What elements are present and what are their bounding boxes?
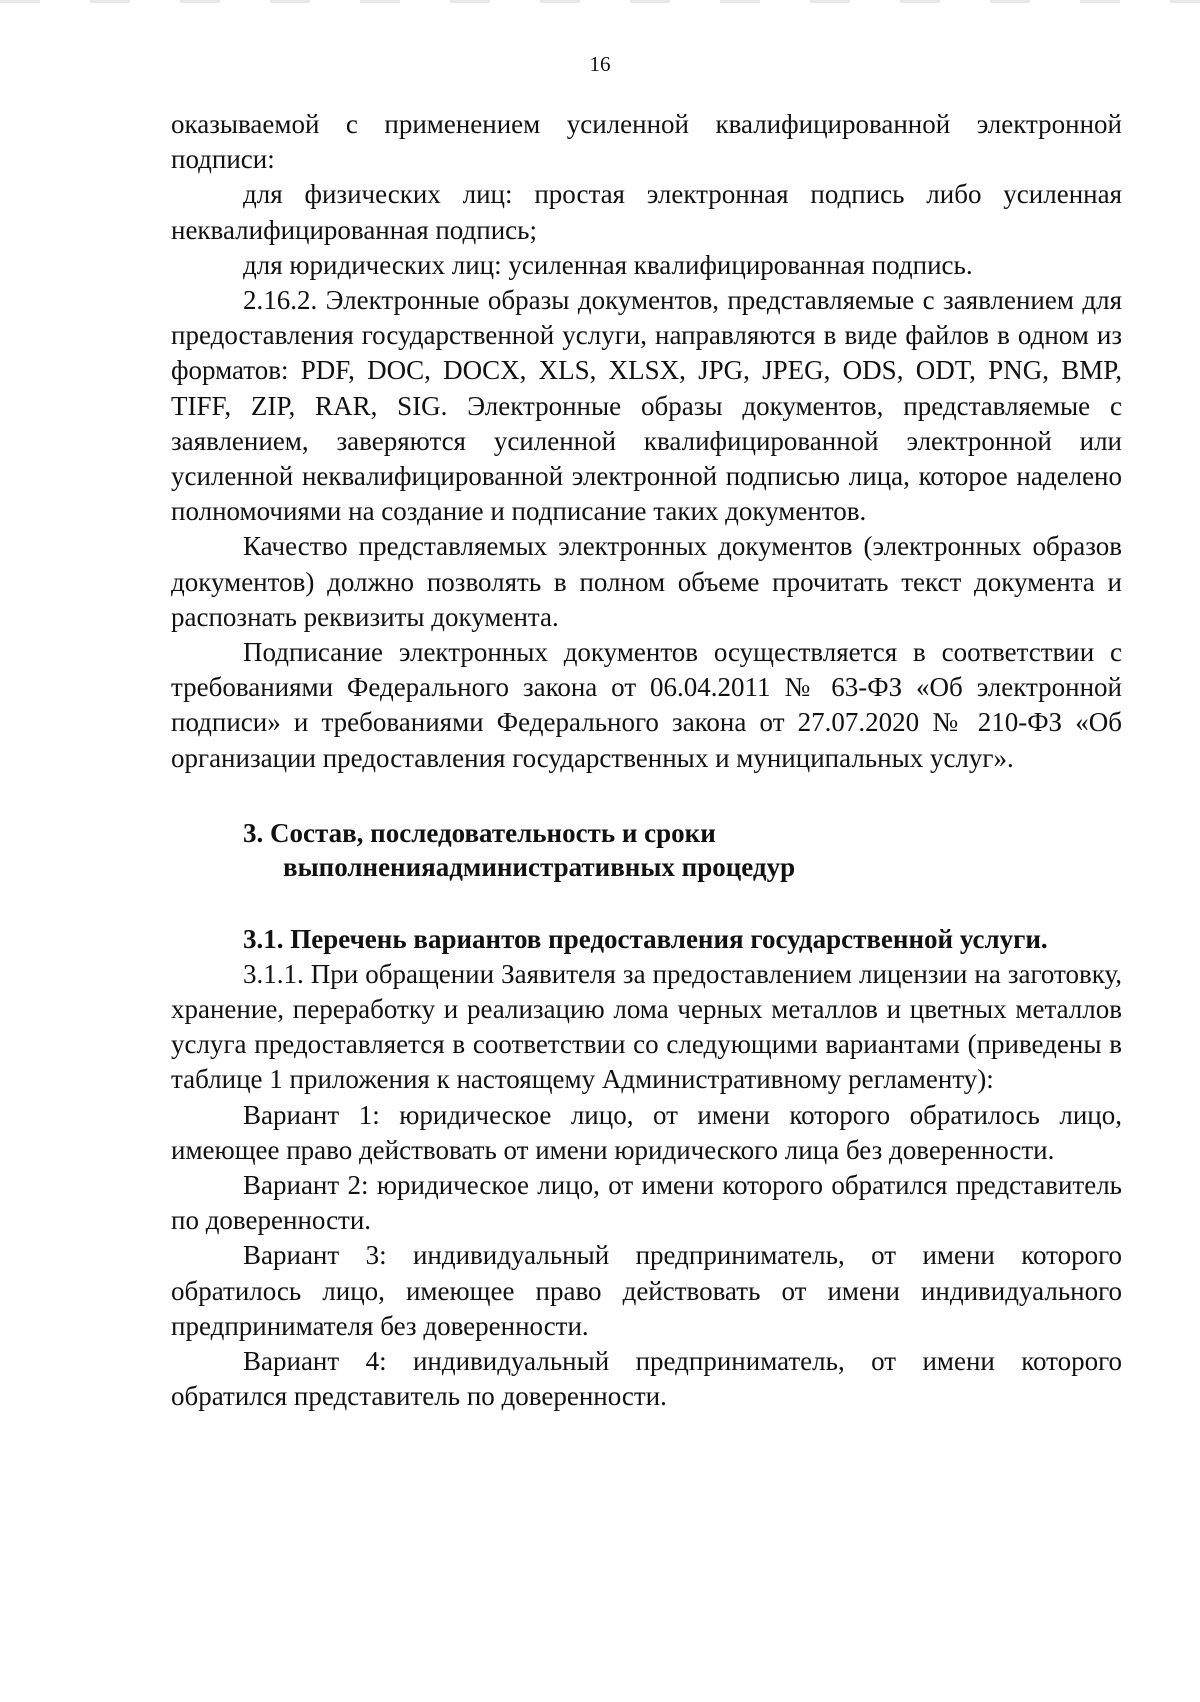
section-3-heading-line2: выполненияадминистративных процедур [283, 851, 796, 882]
section-3-1-heading: 3.1. Перечень вариантов предоставления государственной услуги. [243, 923, 1048, 954]
variant-3-paragraph: Вариант 3: индивидуальный предприниматель, от имени которого обратилось лицо, имеющее право действовать от имени индивидуального предпринимателя без доверенности. [171, 1240, 1122, 1341]
section-3-heading-line1: 3. Состав, последовательность и сроки [243, 817, 716, 848]
paragraph-individuals-signature: для физических лиц: простая электронная подпись либо усиленная неквалифицированная подпись; [171, 179, 1122, 245]
paragraph-legal-entities-signature: для юридических лиц: усиленная квалифицированная подпись. [243, 249, 973, 280]
scan-edge-marks [0, 0, 1200, 3]
document-body [171, 107, 1122, 1415]
paragraph-signature-intro: оказываемой с применением усиленной квалифицированной электронной подписи: [171, 109, 1122, 175]
paragraph-document-quality: Качество представляемых электронных документов (электронных образов документов) должно позволять в полном объеме прочитать текст документа и распознать реквизиты документа. [171, 531, 1122, 632]
paragraph-2-16-2-file-formats: 2.16.2. Электронные образы документов, представляемые с заявлением для предоставления государственной услуги, направляются в виде файлов в одном из форматов: PDF, DOC, DOCX, XLS, XLSX, JPG, JPEG, ODS, ODT, PNG, BMP, TIFF, ZIP, RAR, SIG. Электронные образы документов, представляемые с заявлением, заверяются усиленной квалифицированной электронной или усиленной неквалифицированной электронной подписью лица, которое наделено полномочиями на создание и подписание таких документов. [171, 285, 1122, 527]
variant-4-paragraph: Вариант 4: индивидуальный предприниматель, от имени которого обратился представитель по доверенности. [171, 1346, 1122, 1412]
variant-1-paragraph: Вариант 1: юридическое лицо, от имени которого обратилось лицо, имеющее право действовать от имени юридического лица без доверенности. [171, 1099, 1122, 1165]
paragraph-signing-law: Подписание электронных документов осуществляется в соответствии с требованиями Федерального закона от 06.04.2011 № 63-ФЗ «Об электронной подписи» и требованиями Федерального закона от 27.07.2020 № 210-ФЗ «Об организации предоставления государственных и муниципальных услуг». [171, 637, 1122, 773]
page-number: 16 [589, 52, 611, 76]
section-3-heading [243, 816, 1122, 884]
paragraph-3-1-1: 3.1.1. При обращении Заявителя за предоставлением лицензии на заготовку, хранение, переработку и реализацию лома черных металлов и цветных металлов услуга предоставляется в соответствии со следующими вариантами (приведены в таблице 1 приложения к настоящему Административному регламенту): [171, 958, 1122, 1095]
variant-2-paragraph: Вариант 2: юридическое лицо, от имени которого обратился представитель по доверенности. [171, 1170, 1122, 1236]
